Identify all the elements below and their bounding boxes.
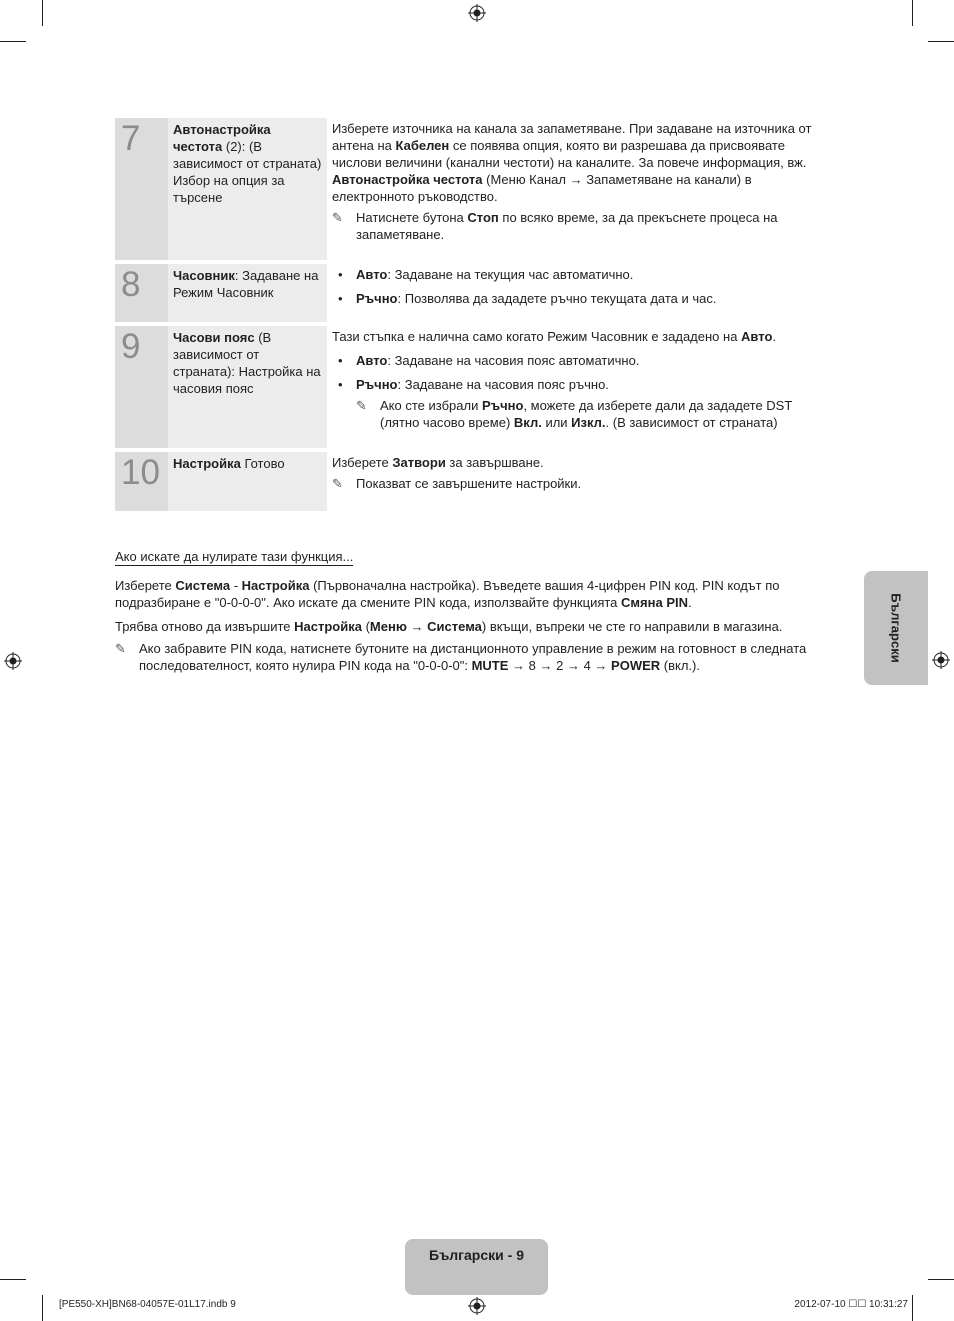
step-description [327,452,833,511]
note-pencil-icon: ✎ [332,476,343,491]
registration-mark-icon [468,4,486,22]
bullet-item: • Ръчно: Позволява да зададете ръчно текущата дата и час. [332,290,828,307]
registration-mark-icon [4,652,22,670]
registration-mark-icon [468,1297,486,1315]
crop-mark [912,1295,913,1321]
step-label: Часовник: Задаване на Режим Часовник [168,264,327,322]
footer-timestamp: 2012-07-10 ☐☐ 10:31:27 [794,1299,908,1310]
step-number: 10 [115,452,168,511]
setup-steps-table [115,118,833,511]
reset-paragraph: Изберете Система - Настройка (Първоначална настройка). Въведете вашия 4-цифрен PIN код. PIN кодът по подразбиране е "0-0-0-0". Ако искате да смените PIN кода, използвайте функцията Смяна PIN. [115,578,780,610]
step-description [327,118,833,260]
step-label: Автонастройка честота (2): (В зависимост от страната) Избор на опция за търсене [168,118,327,260]
step-text: Изберете източника на канала за запаметяване. При задаване на източника от антена на Кабелен се появява опция, която ви разрешава да присвоявате числови величини (канални честоти) на каналите. За повече информация, вж. Автонастройка честота (Меню Канал → Запаметяване на канали) в електронното ръководство. [332,121,812,204]
note-pencil-icon: ✎ [356,398,367,413]
step-number: 9 [115,326,168,448]
reset-section-title: Ако искате да нулирате тази функция... [115,549,354,564]
step-text: Изберете Затвори за завършване. [332,455,544,470]
bullet-item: • Ръчно: Задаване на часовия пояс ръчно. [332,376,828,393]
step-label: Настройка Готово [168,452,327,511]
step-row [115,118,833,260]
registration-mark-icon [932,651,950,669]
step-note: ✎ Натиснете бутона Стоп по всяко време, за да прекъснете процеса на запаметяване. [332,210,778,242]
crop-mark [928,1279,954,1280]
crop-mark [912,0,913,26]
page-number-tab: Български - 9 [405,1239,548,1295]
footer-file-info: [PE550-XH]BN68-04057E-01L17.indb 9 [59,1299,236,1310]
bullet-item: • Авто: Задаване на текущия час автоматично. [332,266,828,283]
crop-mark [42,1295,43,1321]
step-row [115,452,833,511]
crop-mark [928,41,954,42]
step-number: 7 [115,118,168,260]
crop-mark [0,1279,26,1280]
reset-note: ✎ Ако забравите PIN кода, натиснете бутоните на дистанционното управление в режим на готовност в следната последователност, която нулира PIN кода на "0-0-0-0": MUTE → 8 → 2 → 4 → POWER (вкл.). [115,641,807,673]
language-side-tab: Български [864,571,928,685]
step-label: Часови пояс (В зависимост от страната): Настройка на часовия пояс [168,326,327,448]
note-pencil-icon: ✎ [332,210,343,225]
crop-mark [42,0,43,26]
crop-mark [0,41,26,42]
bullet-item: • Авто: Задаване на часовия пояс автоматично. [332,352,828,369]
step-text: Тази стъпка е налична само когато Режим Часовник е зададено на Авто. [332,329,777,344]
step-row [115,264,833,322]
step-note: ✎ Ако сте избрали Ръчно, можете да изберете дали да зададете DST (лятно часово време) Вкл. или Изкл.. (В зависимост от страната) [356,398,793,430]
step-row [115,326,833,448]
step-description [327,326,833,448]
step-number: 8 [115,264,168,322]
step-note: ✎ Показват се завършените настройки. [332,476,582,491]
note-pencil-icon: ✎ [115,641,126,656]
step-description [327,264,833,322]
reset-paragraph: Трябва отново да извършите Настройка (Меню → Система) вкъщи, въпреки че сте го направили в магазина. [115,619,783,634]
